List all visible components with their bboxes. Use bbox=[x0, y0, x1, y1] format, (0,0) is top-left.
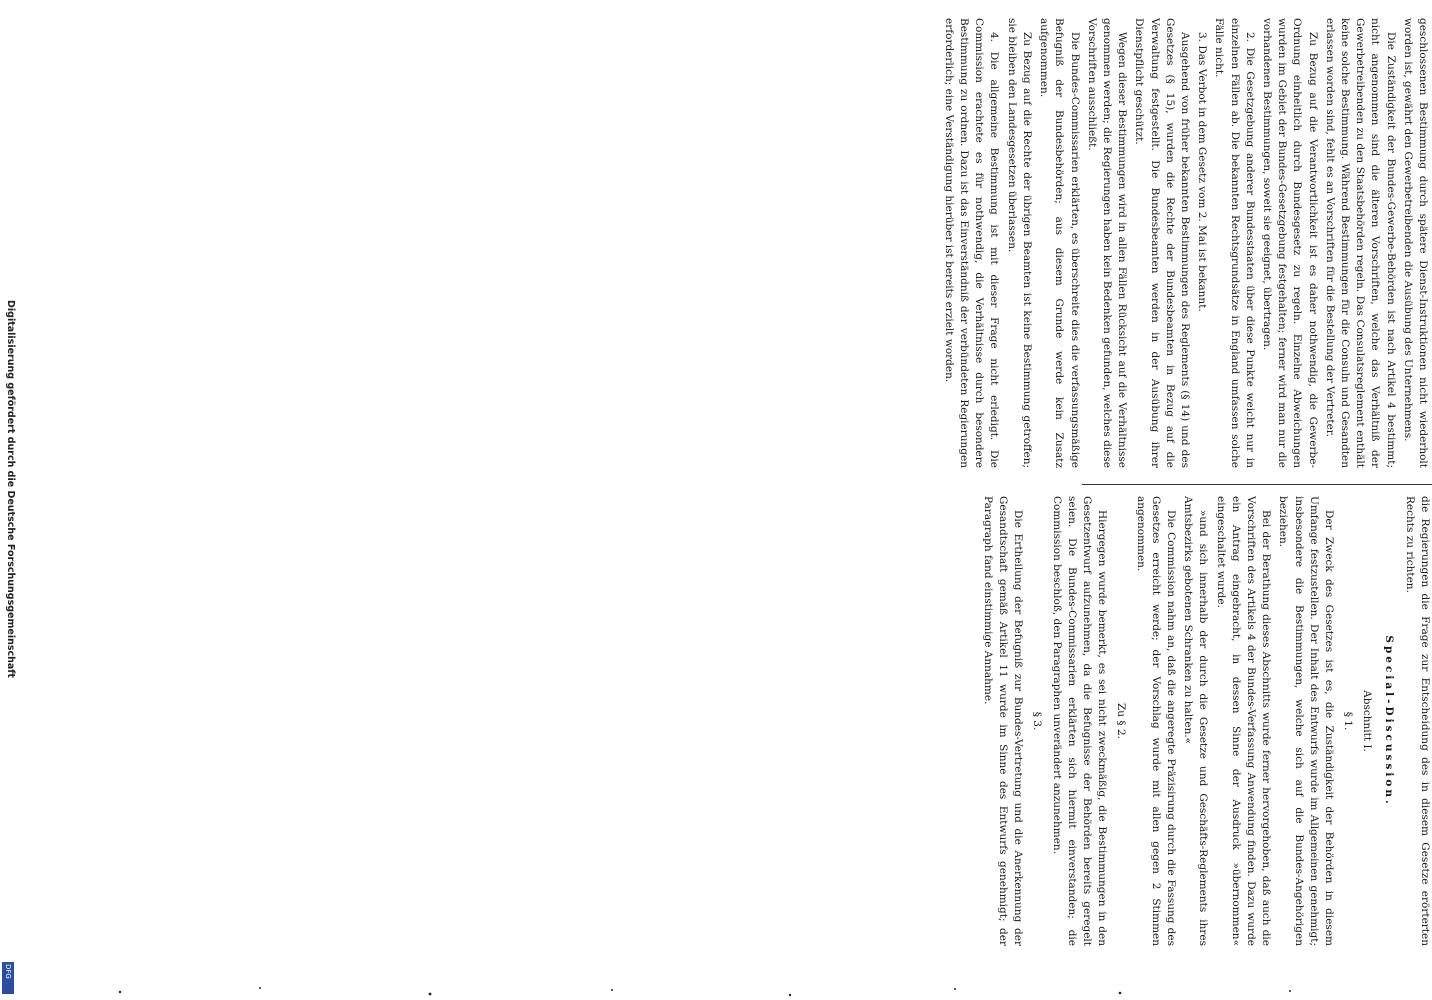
paragraph: Zu Bezug auf die Verantwortlichkeit ist es daher nothwendig, die Gewerbe-Ordnung einheitlich durch Bundesgesetz zu regeln. Einzelne Abweichungen wurden im Gebiet der Bundes-Gesetzgebung festgehalten; ferner wird man nur die vorhandenen Bestimmungen, soweit sie geeignet, übertragen. bbox=[1260, 18, 1319, 468]
paragraph: Zu Bezug auf die Rechte der übrigen Beamten ist keine Bestimmung getroffen; sie bleiben den Landesgesetzen überlassen. bbox=[1005, 18, 1033, 468]
paragraph: Bei der Berathung dieses Abschnitts wurde ferner hervorgehoben, daß auch die Vorschriften des Artikels 4 der Bundes-Verfassung Anwendung finden. Dazu wurde ein Antrag eingebracht, in dessen Sinne der Ausdruck »übernommen« eingeschaltet wurde. bbox=[1214, 496, 1273, 946]
scan-noise bbox=[0, 970, 1432, 1000]
left-column bbox=[610, 18, 1432, 468]
quoted-amendment: »und sich innerhalb der durch die Gesetze und Geschäfts-Reglements ihres Amtsbezirks gebotenen Schranken zu halten.« bbox=[1182, 496, 1210, 946]
paragraph: Die Commission nahm an, daß die angeregte Präzisirung durch die Fassung des Gesetzes erreicht werde; der Vorschlag wurde mit allen gegen 2 Stimmen angenommen. bbox=[1134, 496, 1177, 946]
paragraph: geschlossenen Bestimmung durch spätere Dienst-Instruktionen nicht wiederholt worden ist, gewährt den Gewerbetreibenden die Ausübung des Unternehmens. bbox=[1401, 18, 1429, 468]
paragraph: 2. Die Gesetzgebung anderer Bundesstaaten über diese Punkte weicht nur in einzelnen Fällen ab. Die bekannten Rechtsgrundsätze in England umfassen solche Fälle nicht. bbox=[1213, 18, 1256, 468]
paragraph: 3. Das Verbot in dem Gesetz vom 2. Mai ist bekannt. bbox=[1196, 32, 1209, 312]
paragraph-mark: § 3. bbox=[1031, 711, 1044, 731]
digitization-credit bbox=[4, 300, 18, 990]
paragraph: Hiergegen wurde bemerkt, es sei nicht zweckmäßig, die Bestimmungen in den Gesetzentwurf aufzunehmen, da die Befugnisse der Behörden bereits geregelt seien. Die Bundes-Commissarien erklärten sich hiermit einverstanden; die Commission beschloß, den Paragraphen unverändert anzunehmen. bbox=[1050, 496, 1109, 946]
paragraph: Die Zuständigkeit der Bundes-Gewerbe-Behörden ist nach Artikel 4 bestimmt; nicht angenommen sind die älteren Vorschriften, welche das Verhältniß der Gewerbetreibenden zu den Staatsbehörden regeln. Das Consulatsreglement enthält keine solche Bestimmung. Während Bestimmungen für die Consuln und Gesandten erlassen worden sind, fehlt es an Vorschriften für die Bestellung der Vertreter. bbox=[1323, 18, 1397, 468]
paragraph: Die Ertheilung der Befugniß zur Bundes-Vertretung und die Anerkennung der Gesandtschaft gemäß Artikel 11 wurde im Sinne des Entwurfs genehmigt; der Paragraph fand einstimmige Annahme. bbox=[981, 496, 1025, 946]
paragraph: Wegen dieser Bestimmungen wird in allen Fällen Rücksicht auf die Verhältnisse genommen werden; die Regierungen haben kein Bedenken gefunden, welches diese Vorschriften ausschließt. bbox=[1085, 18, 1129, 468]
section-heading: Special-Discussion. bbox=[1382, 635, 1395, 807]
column-divider bbox=[1082, 484, 1432, 485]
paragraph: Die Bundes-Commissarien erklärten, es überschreite dies die verfassungsmäßige Befugniß der Bundesbehörden; aus diesem Grunde werde kein Zusatz aufgenommen. bbox=[1038, 18, 1081, 468]
rotated-page-content bbox=[230, 18, 1432, 958]
paragraph: die Regierungen die Frage zur Entscheidung des in diesem Gesetze erörterten Rechts zu richten. bbox=[1403, 496, 1431, 946]
credit-text: Digitalisierung gefördert durch die Deutsche Forschungsgemeinschaft bbox=[5, 300, 16, 678]
paragraph: 4. Die allgemeine Bestimmung ist mit dieser Frage nicht erledigt. Die Commission erachtete es für nothwendig, die Verhältnisse durch besondere Bestimmung zu ordnen. Dazu ist das Einverständniß der verbündeten Regierungen erforderlich; eine Verständigung hierüber ist bereits erzielt worden. bbox=[942, 18, 1001, 468]
paragraph: Der Zweck des Gesetzes ist es, die Zuständigkeit der Behörden in diesem Umfange festzustellen. Der Inhalt des Entwurfs wurde im Allgemeinen genehmigt; insbesondere die Bestimmungen, welche sich auf die Bundes-Angehörigen beziehen. bbox=[1277, 496, 1335, 946]
dfg-logo-text: DFG bbox=[4, 964, 12, 979]
subsection-heading: Abschnitt I. bbox=[1361, 690, 1374, 752]
paragraph-mark: § 1. bbox=[1342, 711, 1355, 731]
paragraph-mark: Zu § 2. bbox=[1115, 702, 1128, 739]
paragraph: Ausgehend von früher bekannten Bestimmungen des Reglements (§ 14) und des Gesetzes (§ 15), wurden die Rechte der Bundesbeamten in Bezug auf die Verwaltung festgestellt. Die Bundesbeamten werden in der Ausübung ihrer Dienstpflicht geschützt. bbox=[1133, 18, 1191, 468]
right-column bbox=[610, 496, 1432, 946]
